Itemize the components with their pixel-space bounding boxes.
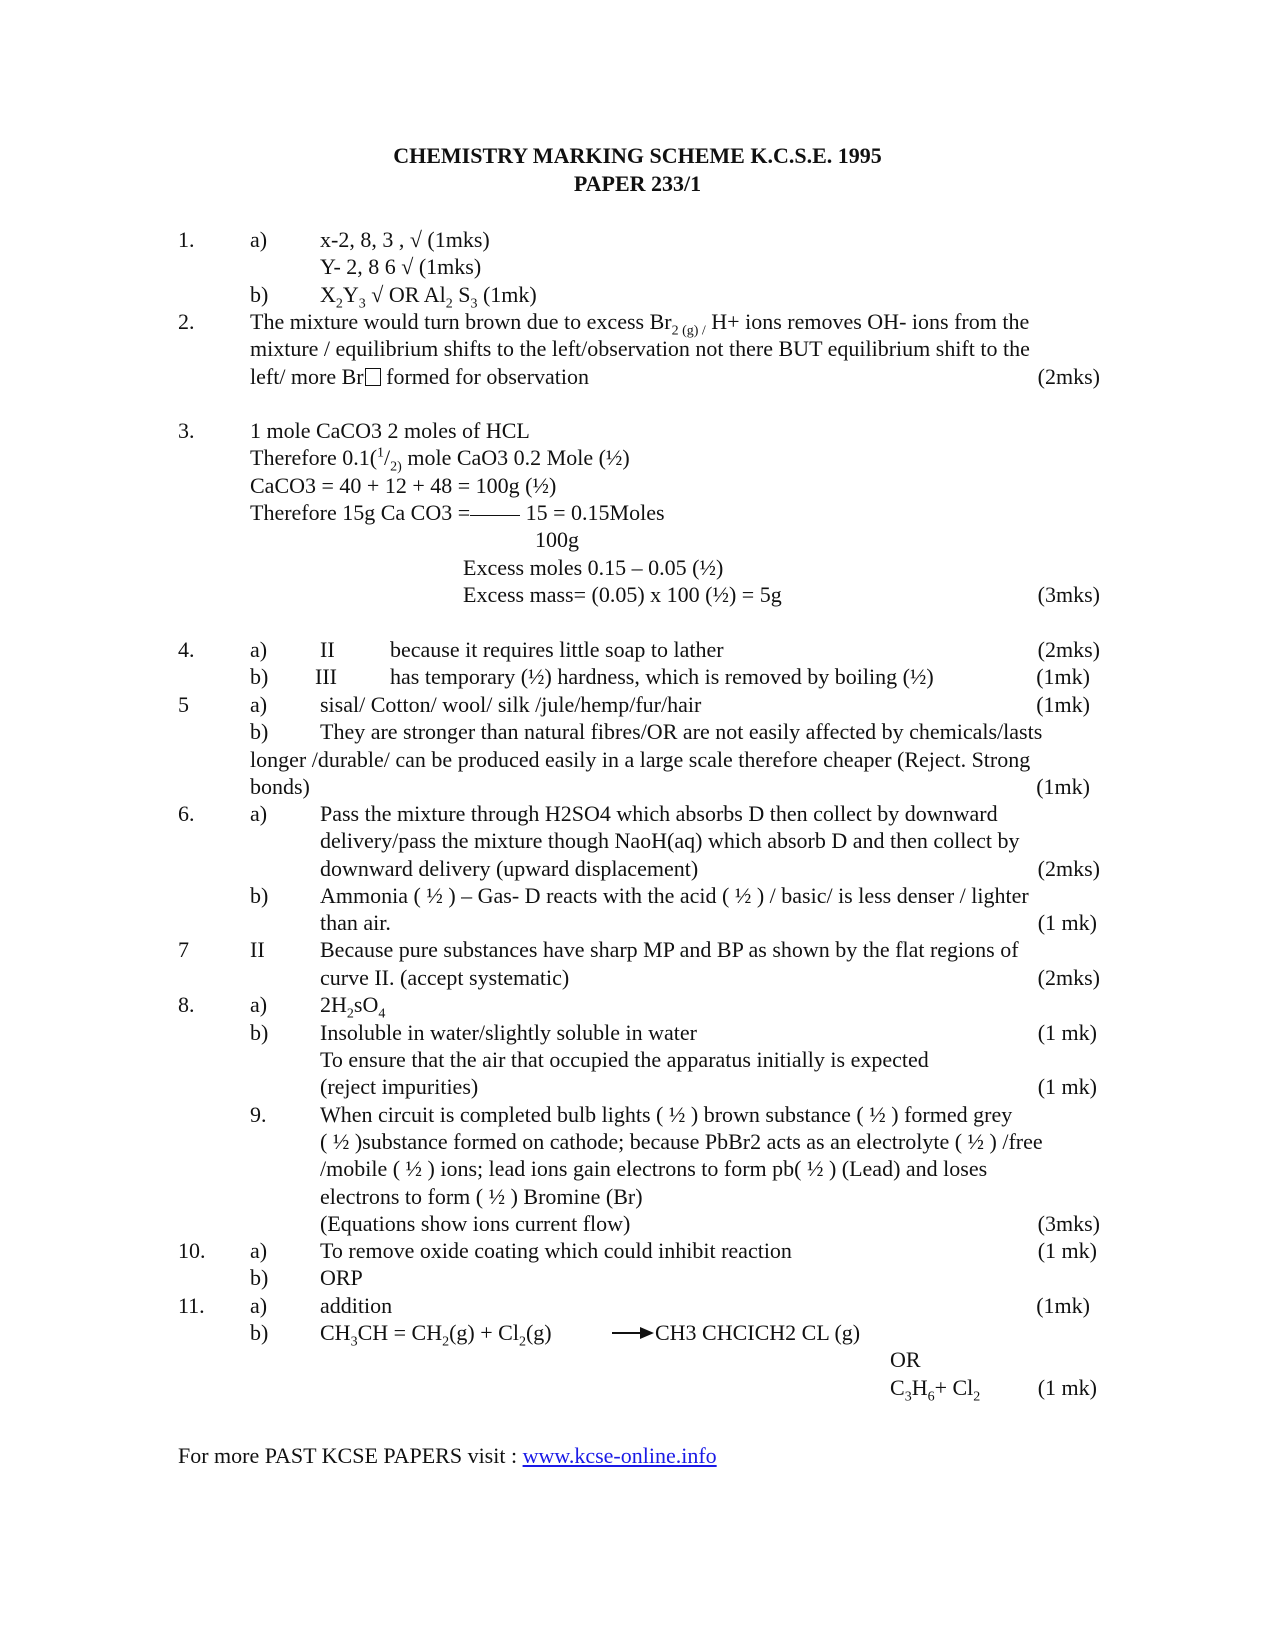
footer-text: For more PAST KCSE PAPERS visit : xyxy=(178,1443,523,1468)
q9-line1: When circuit is completed bulb lights ( ½ ) brown substance ( ½ ) formed grey xyxy=(320,1102,1013,1127)
q5b-line3: bonds) xyxy=(250,774,310,799)
page-title: CHEMISTRY MARKING SCHEME K.C.S.E. 1995 xyxy=(393,143,882,168)
q9-marks: (3mks) xyxy=(1037,1211,1100,1236)
q8a-label: a) xyxy=(250,992,268,1017)
q11b-marks: (1 mk) xyxy=(1037,1375,1097,1400)
footer xyxy=(178,1442,717,1470)
q1-number: 1. xyxy=(178,227,195,252)
q7-marks: (2mks) xyxy=(1037,965,1100,990)
q9-line2: ( ½ )substance formed on cathode; because PbBr2 acts as an electrolyte ( ½ ) /free xyxy=(320,1129,1043,1154)
q3-marks: (3mks) xyxy=(1037,582,1100,607)
q1a-line2: Y- 2, 8 6 √ (1mks) xyxy=(320,254,482,279)
q8b-marks1: (1 mk) xyxy=(1037,1020,1097,1045)
q4-number: 4. xyxy=(178,637,195,662)
q9-line3: /mobile ( ½ ) ions; lead ions gain electrons to form pb( ½ ) (Lead) and loses xyxy=(320,1156,988,1181)
q1b-answer: $X_2Y_3$ √ OR $Al_2$ $S_3$ (1mk) xyxy=(320,282,537,312)
q9-line4: electrons to form ( ½ ) Bromine (Br) xyxy=(320,1184,643,1209)
q6a-line2: delivery/pass the mixture though NaoH(aq) which absorb D and then collect by xyxy=(320,828,1020,853)
q2-line2: mixture / equilibrium shifts to the left/observation not there BUT equilibrium shift to the xyxy=(250,336,1030,361)
q3-line7: Excess mass= (0.05) x 100 (½) = 5g xyxy=(463,582,782,607)
q8b-line3: (reject impurities) xyxy=(320,1074,479,1099)
q1a-line1: x-2, 8, 3 , √ (1mks) xyxy=(320,227,490,252)
q3-line5: 100g xyxy=(535,527,579,552)
q6a-marks: (2mks) xyxy=(1037,856,1100,881)
q8-number: 8. xyxy=(178,992,195,1017)
q9-line5: (Equations show ions current flow) xyxy=(320,1211,631,1236)
q4a-marks: (2mks) xyxy=(1037,637,1100,662)
q11a-marks: (1mk) xyxy=(1036,1293,1090,1318)
q3-line2: Therefore $0.1(^1/_{2)}$ mole CaO3 0.2 Mole (½) xyxy=(250,445,630,475)
q2-marks: (2mks) xyxy=(1037,364,1100,389)
q6a-line1: Pass the mixture through H2SO4 which absorbs D then collect by downward xyxy=(320,801,998,826)
q10b-label: b) xyxy=(250,1265,269,1290)
q5-number: 5 xyxy=(178,692,189,717)
q2-line3: left/ more Br formed for observation xyxy=(250,364,589,389)
q6a-line3: downward delivery (upward displacement) xyxy=(320,856,699,881)
q7-number: 7 xyxy=(178,937,189,962)
q10a-marks: (1 mk) xyxy=(1037,1238,1097,1263)
q8b-label: b) xyxy=(250,1020,269,1045)
q5a-text: sisal/ Cotton/ wool/ silk /jule/hemp/fur/hair xyxy=(320,692,702,717)
q5b-marks: (1mk) xyxy=(1036,774,1090,799)
q1b-label: b) xyxy=(250,282,269,307)
q8b-line1: Insoluble in water/slightly soluble in water xyxy=(320,1020,697,1045)
q10a-label: a) xyxy=(250,1238,268,1263)
q9-number: 9. xyxy=(250,1102,267,1127)
q11-number: 11. xyxy=(178,1293,205,1318)
q2-number: 2. xyxy=(178,309,195,334)
q11b-label: b) xyxy=(250,1320,269,1345)
q8a-formula: $2H_2sO_4$ xyxy=(320,992,386,1022)
q7-line2: curve II. (accept systematic) xyxy=(320,965,570,990)
q7-line1: Because pure substances have sharp MP and BP as shown by the flat regions of xyxy=(320,937,1019,962)
q11b-or: OR xyxy=(890,1347,921,1372)
q11b-alternative: $C_3H_6+ Cl_2$ xyxy=(890,1375,981,1405)
q3-line6: Excess moles 0.15 – 0.05 (½) xyxy=(463,555,724,580)
q10a-text: To remove oxide coating which could inhibit reaction xyxy=(320,1238,792,1263)
q6a-label: a) xyxy=(250,801,268,826)
q4b-roman: III xyxy=(315,664,337,689)
q4b-label: b) xyxy=(250,664,269,689)
q6b-line1: Ammonia ( ½ ) – Gas- D reacts with the acid ( ½ ) / basic/ is less denser / lighter xyxy=(320,883,1029,908)
q1a-label: a) xyxy=(250,227,268,252)
footer-link[interactable]: www.kcse-online.info xyxy=(522,1443,717,1468)
q8b-line2: To ensure that the air that occupied the apparatus initially is expected xyxy=(320,1047,929,1072)
q3-number: 3. xyxy=(178,418,195,443)
q6b-label: b) xyxy=(250,883,269,908)
q5a-label: a) xyxy=(250,692,268,717)
q7-roman: II xyxy=(250,937,265,962)
q8b-marks2: (1 mk) xyxy=(1037,1074,1097,1099)
q4b-text: has temporary (½) hardness, which is removed by boiling (½) xyxy=(390,664,934,689)
q4a-text: because it requires little soap to lather xyxy=(390,637,724,662)
q11a-text: addition xyxy=(320,1293,393,1318)
q10-number: 10. xyxy=(178,1238,206,1263)
q2-line1: The mixture would turn brown due to excess $Br_{2 (g) /}$ H+ ions removes OH- ions from the xyxy=(250,309,1030,339)
q5b-line2: longer /durable/ can be produced easily in a large scale therefore cheaper (Reject. Strong xyxy=(250,747,1031,772)
q3-line3: CaCO3 = 40 + 12 + 48 = 100g (½) xyxy=(250,473,557,498)
q4a-roman: II xyxy=(320,637,335,662)
q11a-label: a) xyxy=(250,1293,268,1318)
reaction-arrow-icon xyxy=(612,1326,654,1340)
q4a-label: a) xyxy=(250,637,268,662)
q10b-text: ORP xyxy=(320,1265,363,1290)
q5b-label: b) xyxy=(250,719,269,744)
q6b-marks: (1 mk) xyxy=(1037,910,1097,935)
fraction-bar xyxy=(470,499,520,516)
q11b-product: CH3 CHCICH2 CL (g) xyxy=(655,1320,861,1345)
q5b-line1: They are stronger than natural fibres/OR are not easily affected by chemicals/lasts xyxy=(320,719,1043,744)
q11b-equation: $CH_3CH = CH_2(g) + Cl_2(g)$ xyxy=(320,1320,552,1350)
q6b-line2: than air. xyxy=(320,910,391,935)
q5a-marks: (1mk) xyxy=(1036,692,1090,717)
q6-number: 6. xyxy=(178,801,195,826)
paper-subtitle: PAPER 233/1 xyxy=(573,171,702,196)
q3-line1: 1 mole CaCO3 2 moles of HCL xyxy=(250,418,530,443)
q4b-marks: (1mk) xyxy=(1036,664,1090,689)
missing-glyph-box xyxy=(365,368,381,386)
q3-line4: Therefore 15g Ca CO3 = 15 = 0.15Moles xyxy=(250,500,665,525)
